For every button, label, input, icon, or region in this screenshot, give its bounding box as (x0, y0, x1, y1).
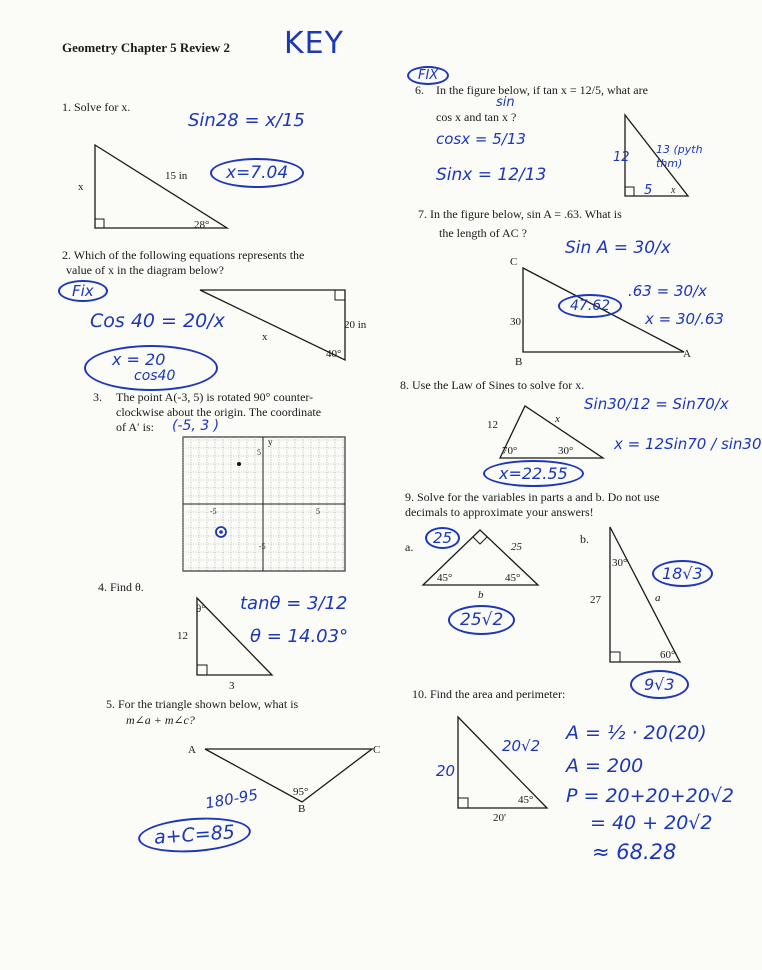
p5-label-angle: 95° (293, 786, 309, 798)
p3-num: 3. (93, 390, 102, 404)
p2-label-angle: 40° (326, 348, 342, 360)
p6-work-sin: Sinx = 12/13 (436, 165, 547, 185)
p8-work2: x = 12Sin70 / sin30 (614, 435, 762, 453)
p1-triangle (85, 140, 235, 235)
p2-answer-top: x = 20 (112, 350, 166, 369)
p7-label-A: A (683, 348, 691, 360)
p5-line1: 5. For the triangle shown below, what is (106, 697, 299, 711)
point-a (237, 462, 241, 466)
p4-work2: θ = 14.03° (250, 626, 349, 647)
p10-work-perimeter: P = 20+20+20√2 (566, 785, 735, 807)
p9a-answer-b: 25√2 (448, 605, 515, 635)
p1-label-x: x (78, 181, 84, 193)
p6-label-bottom: 5 (644, 183, 653, 198)
p5-line2: m∠a + m∠c? (126, 713, 195, 727)
p10-label-hyp: 20√2 (502, 737, 541, 755)
p6-line2: cos x and tan x ? (436, 110, 517, 124)
p9b-answer-a: 18√3 (652, 560, 713, 587)
p9a-label-a2: 45° (505, 572, 521, 584)
p8-label-a1: 70° (502, 445, 518, 457)
p9a-label-b: b (478, 589, 484, 601)
p8-label-side: 12 (487, 419, 498, 431)
p2-label-x: x (262, 331, 268, 343)
p9b-label-left: 27 (590, 594, 601, 606)
p4-label-bottom: 3 (229, 680, 235, 692)
p9b-label: b. (580, 532, 589, 546)
p2-label-side: 20 in (344, 319, 367, 331)
p10-work-perimeter-approx: ≈ 68.28 (592, 840, 677, 864)
p10-prompt: 10. Find the area and perimeter: (412, 687, 566, 701)
p2-line2: value of x in the diagram below? (66, 263, 224, 277)
p9b-triangle (605, 522, 685, 667)
p4-label-theta: θ° (196, 603, 206, 615)
p7-answer: 47.62 (558, 294, 622, 318)
p10-label-left: 20 (436, 762, 456, 780)
p9a-label-side: 25 (511, 541, 522, 553)
p2-line1: 2. Which of the following equations represents the (62, 248, 305, 262)
p6-line1: In the figure below, if tan x = 12/5, what are (436, 83, 648, 97)
p7-label-side: 30 (510, 316, 521, 328)
p6-label-hyp: 13 (pyth thm) (656, 143, 703, 170)
p10-label-angle: 45° (518, 794, 534, 806)
p7-work3: x = 30/.63 (645, 310, 724, 328)
p6-fix: FIX (407, 66, 449, 85)
p5-label-B: B (298, 803, 306, 815)
p10-triangle (453, 712, 553, 812)
p1-label-hyp: 15 in (165, 170, 188, 182)
p10-label-bottom: 20' (493, 812, 506, 824)
p6-label-x: x (671, 185, 676, 196)
p9b-label-bottom: 60° (660, 649, 676, 661)
p2-work: Cos 40 = 20/x (90, 310, 225, 332)
p3-tick-right: 5 (316, 507, 320, 516)
p7-work1: Sin A = 30/x (565, 238, 671, 258)
p7-line1: 7. In the figure below, sin A = .63. What is (418, 207, 622, 221)
p8-prompt: 8. Use the Law of Sines to solve for x. (400, 378, 585, 392)
p9-line1: 9. Solve for the variables in parts a and b. Do not use (405, 490, 660, 504)
p5-label-A: A (188, 744, 196, 756)
p10-work-perimeter-simplified: = 40 + 20√2 (590, 812, 713, 834)
p5-label-C: C (373, 744, 381, 756)
p3-tick-top: 5 (257, 448, 261, 457)
point-a-prime (219, 530, 223, 534)
p4-label-left: 12 (177, 630, 188, 642)
page-title: Geometry Chapter 5 Review 2 (62, 40, 230, 55)
p5-answer: a+C=85 (137, 814, 252, 856)
p3-axis-y: y (268, 437, 273, 447)
p6-num: 6. (415, 83, 424, 97)
p9a-label: a. (405, 540, 414, 554)
p9b-label-a: a (655, 592, 661, 604)
p3-tick-bottom: -5 (259, 542, 266, 551)
p2-fix: Fix (58, 280, 108, 302)
p7-label-B: B (515, 356, 523, 368)
p9b-label-top: 30° (612, 557, 628, 569)
p10-work-area-formula: A = ½ · 20(20) (566, 722, 707, 744)
p7-label-C: C (510, 256, 518, 268)
p1-answer: x=7.04 (210, 158, 304, 188)
p9a-label-a1: 45° (437, 572, 453, 584)
p7-work2: .63 = 30/x (628, 282, 707, 300)
p9b-answer-b: 9√3 (630, 670, 689, 699)
p2-answer-oval (84, 345, 218, 391)
p3-line1: The point A(-3, 5) is rotated 90° counter- (116, 390, 314, 404)
p9a-answer-a: 25 (425, 527, 460, 549)
p1-work: Sin28 = x/15 (188, 110, 305, 131)
p8-work1: Sin30/12 = Sin70/x (584, 395, 729, 413)
p3-tick-left: -5 (210, 507, 217, 516)
p3-answer: (-5, 3 ) (172, 418, 220, 434)
p3-line3: of A′ is: (116, 420, 154, 434)
p9-line2: decimals to approximate your answers! (405, 505, 594, 519)
p6-label-left: 12 (613, 150, 630, 165)
p6-work-cos: cosx = 5/13 (436, 130, 526, 148)
p5-work: 180-95 (203, 785, 260, 813)
p10-work-area: A = 200 (566, 755, 644, 777)
p4-prompt: 4. Find θ. (98, 580, 144, 594)
p7-line2: the length of AC ? (439, 226, 527, 240)
key-mark: KEY (284, 26, 344, 61)
p8-label-a2: 30° (558, 445, 574, 457)
p1-label-angle: 28° (194, 219, 210, 231)
p4-work1: tanθ = 3/12 (240, 593, 348, 614)
p3-line2: clockwise about the origin. The coordinate (116, 405, 322, 419)
p8-answer: x=22.55 (483, 460, 584, 487)
p8-label-x: x (555, 413, 560, 425)
p6-sin-correction: sin (496, 95, 515, 110)
p2-answer-bottom: cos40 (134, 368, 176, 384)
p1-prompt: 1. Solve for x. (62, 100, 131, 114)
